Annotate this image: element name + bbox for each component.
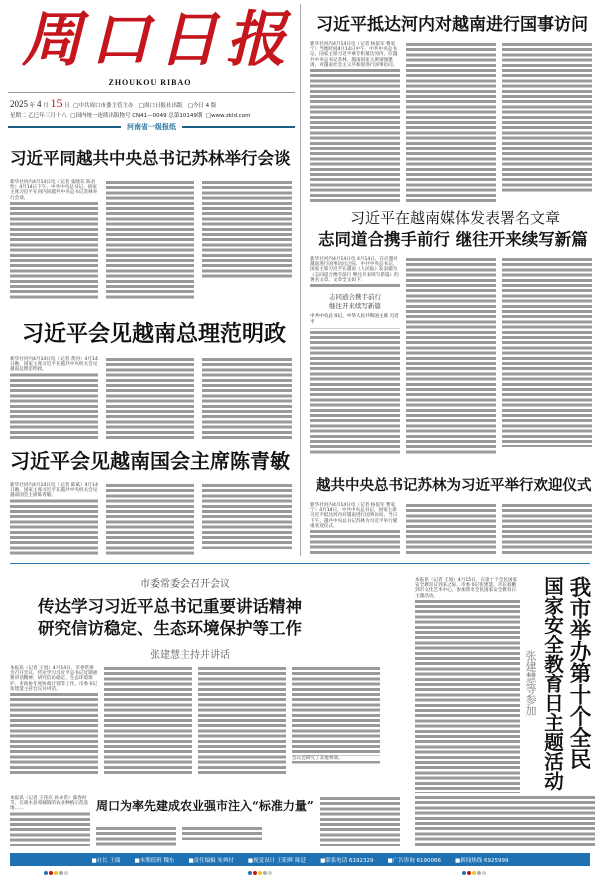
date-day: 15: [50, 96, 63, 110]
article-body-col: [310, 503, 400, 555]
article-body-col: [502, 42, 592, 192]
article-body-col: [10, 180, 98, 300]
footer-visual-design: ■视觉设计 王阳辉 陈廷: [247, 857, 307, 864]
registration-marks: [462, 871, 486, 875]
article-lead: 新华社河内4月14日电（记者 黄河）4月14日晚，国家主席习近平在越共中央机关会见越南总理范明政。: [10, 357, 98, 373]
article-body-col: [106, 483, 194, 555]
article-body-col: [406, 42, 496, 204]
headline-pm-meeting[interactable]: 习近平会见越南总理范明政: [22, 322, 287, 347]
date-month: 4: [37, 99, 42, 109]
article-lead: 新华社河内4月14日电 4月14日，在应邀对越南进行国事访问之际，中共中央总书记、国家主席习近平在越南《人民报》发表题为《志同道合携手前行 继往开来续写新篇》的署名文章。文章全文如下：: [310, 257, 399, 283]
section-divider: [10, 563, 590, 564]
publisher: □周口日报社出版: [138, 103, 183, 109]
article-body-col: [10, 357, 98, 439]
article-body-col: [406, 257, 496, 455]
article-body-col: [198, 666, 286, 776]
article-body-col: [406, 503, 496, 555]
tag-bar-right: [182, 126, 295, 128]
inset-title-1: 志同道合携手前行: [329, 293, 381, 302]
footer-ad-phone: ■广告咨询 6190066: [387, 857, 441, 864]
headline-security-day-col2[interactable]: 国家安全教育日主题活动: [541, 576, 564, 791]
day-unit: 日: [64, 103, 70, 109]
article-body-col: [310, 257, 400, 455]
headline-standing-committee-2[interactable]: 研究信访稳定、生态环境保护等工作: [38, 619, 302, 638]
masthead-pinyin: ZHOUKOU RIBAO: [108, 78, 192, 87]
article-subtitle-vertical: 张建慧等参加: [524, 650, 537, 716]
sponsor: □中共周口市委主管主办: [73, 103, 134, 109]
footer-contact-phone: ■联系电话 6192329: [320, 857, 374, 864]
article-end: 会议还研究了其他事项。: [292, 756, 380, 761]
article-body-col: [202, 357, 292, 439]
masthead-logo: 周口日报: [22, 5, 294, 75]
column-divider: [300, 4, 301, 556]
issue-info-line: [10, 111, 250, 119]
registration-marks: [248, 871, 272, 875]
month-unit: 月: [43, 103, 49, 109]
footer-responsible-editor: ■责任编辑 朱典付: [188, 857, 234, 864]
headline-security-day-col1[interactable]: 我市举办第十个全民: [566, 576, 591, 770]
tagline-text: 河南省一级报纸: [127, 123, 176, 131]
article-kicker: 市委常委会召开会议: [140, 579, 230, 590]
masthead-rule: [8, 92, 295, 93]
article-body-col: [96, 826, 176, 846]
article-lead: 新华社河内4月14日电（记者 张晓东 陈君怡）4月14日下午，中共中央总书记、国家主席习近平在河内同越共中央总书记苏林举行会谈。: [10, 180, 98, 201]
headline-signed-article[interactable]: 志同道合携手前行 继往开来续写新篇: [318, 230, 588, 249]
article-lead: 新华社河内4月14日电（记者 杨依军 曹家宁）当地时间4月14日中午，中共中央总书记、国家主席习近平乘专机抵达河内，应越共中央总书记苏林、越南国家主席梁强邀请，对越南社会主义共和国进行国事访问。: [310, 42, 400, 68]
inset-title-2: 继往开来续写新篇: [329, 302, 381, 311]
footer-news-hotline: ■新闻热线 6925999: [455, 857, 509, 864]
article-body-col: [202, 483, 292, 549]
signed-article-inset: [310, 289, 400, 328]
footer-duty-editor: ■本期值班 魏东: [134, 857, 175, 864]
issue-date-line: [10, 96, 216, 111]
article-body-col: [415, 578, 520, 793]
website-link[interactable]: □www.zkld.com: [205, 113, 251, 119]
article-body-col: [106, 357, 194, 439]
article-body-col: [292, 666, 380, 766]
article-body-col: [502, 503, 592, 555]
headline-standing-committee-1[interactable]: 传达学习习近平总书记重要讲话精神: [38, 597, 302, 616]
tag-bar-left: [8, 126, 121, 128]
article-body-col: [10, 483, 98, 555]
headline-na-chair-meeting[interactable]: 习近平会见越南国会主席陈青敏: [10, 449, 290, 473]
article-lead: 新华社河内4月14日电（记者 杨依军 曹家宁）4月14日，中共中央总书记、国家主席习近平抵达河内对越南进行国事访问，当日下午，越共中央总书记苏林为习近平举行隆重欢迎仪式。: [310, 503, 400, 529]
newspaper-tagline: [8, 122, 295, 132]
article-lead: 本报讯（记者 王旭）4月15日，在第十个全民国家安全教育日到来之际，市委书记张建慧，市长翁鹏到市文化艺术中心，参加我市全民国家安全教育日主题活动。: [415, 578, 520, 599]
article-body-col: [10, 796, 90, 846]
article-lead: 本报讯（记者 王伟宾 孙永常）暮春时节，在商水县邓城镇的农业种植示范基地……: [10, 796, 89, 812]
article-lead: 新华社河内4月14日电（记者 陈斌）4月14日晚，国家主席习近平在越共中央机关会见越南国会主席陈青敏。: [10, 483, 98, 499]
headline-welcome-ceremony[interactable]: 越共中央总书记苏林为习近平举行欢迎仪式: [316, 478, 592, 494]
page-count: □今日 4 版: [187, 103, 217, 109]
article-body-col: [320, 796, 400, 846]
article-body-col: [202, 180, 292, 280]
article-lead: 本报讯（记者 王旭）4月14日，市委常委会召开会议，传达学习习近平总书记近期重要讲话精神，研究信访稳定、生态环境保护、市政协年度协商计划等工作。市委书记张建慧主持会议并讲话。: [10, 666, 98, 692]
year-unit: 年: [29, 103, 36, 109]
issn: □国内统一连续出版物号 CN41—0049 总第10149期: [70, 113, 203, 119]
article-body-col: [10, 666, 98, 776]
footer-president: ■社长 王储: [91, 857, 121, 864]
article-body-col: [502, 257, 592, 447]
article-body-col: [310, 42, 400, 204]
date-year: 2025: [10, 99, 28, 109]
article-subtitle: 张建慧主持并讲话: [150, 650, 230, 661]
inset-byline: 中共中央总书记、中华人民共和国主席 习近平: [310, 314, 399, 326]
article-body-col: [415, 795, 595, 847]
article-body-col: [106, 180, 194, 300]
article-kicker: 习近平在越南媒体发表署名文章: [350, 209, 561, 227]
headline-arrival[interactable]: 习近平抵达河内对越南进行国事访问: [316, 15, 588, 35]
article-body-col: [104, 666, 192, 776]
footer-ribbon: [10, 853, 590, 866]
article-body-col: [182, 826, 262, 840]
weekday-lunar: 星期二 乙巳年三月十八: [10, 113, 67, 119]
headline-agri-standards[interactable]: 周口为率先建成农业强市注入“标准力量”: [96, 799, 314, 813]
registration-marks: [44, 871, 68, 875]
headline-talks[interactable]: 习近平同越共中央总书记苏林举行会谈: [10, 149, 291, 168]
